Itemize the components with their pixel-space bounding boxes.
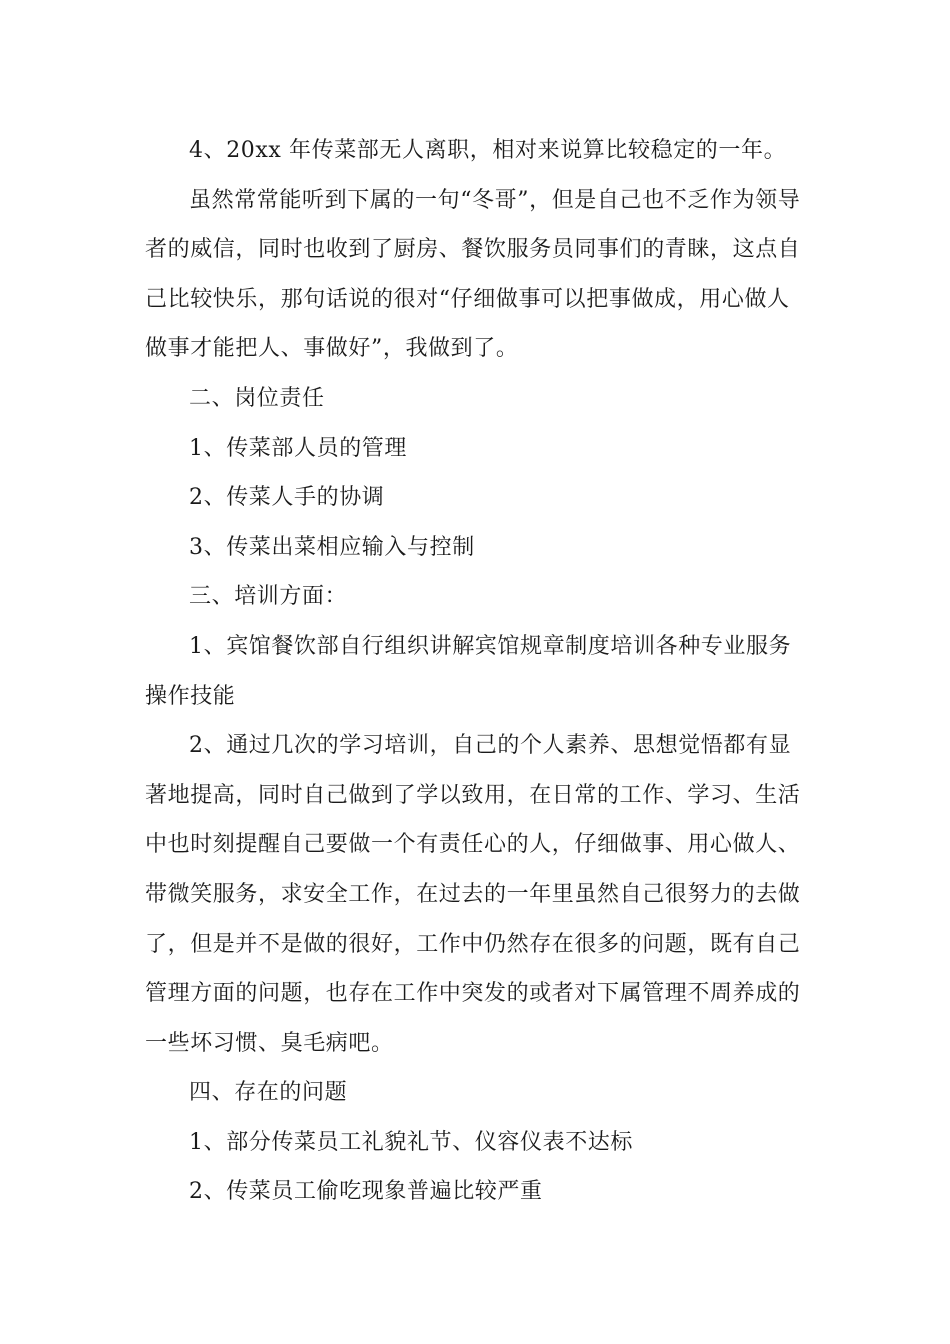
paragraph-staff-stability: 4、20xx 年传菜部无人离职，相对来说算比较稳定的一年。 <box>189 138 787 163</box>
list-item-etiquette-problem: 1、部分传菜员工礼貌礼节、仪容仪表不达标 <box>189 1129 633 1155</box>
list-item-training-results: 2、通过几次的学习培训，自己的个人素养、思想觉悟都有显著地提高，同时自己做到了学以致用，在日常的工作、学习、生活中也时刻提醒自己要做一个有责任心的人，仔细做事、用心做人、带微笑服务，求安全工作，在过去的一年里虽然自己很努力的去做了，但是并不是做的很好，工作中仍然存在很多的问题，既有自己管理方面的问题，也存在工作中突发的或者对下属管理不周养成的一些坏习惯、臭毛病吧。 <box>145 733 801 1056</box>
list-item-eating-problem: 2、传菜员工偷吃现象普遍比较严重 <box>189 1179 543 1205</box>
heading-training: 三、培训方面： <box>189 584 348 610</box>
heading-job-responsibilities: 二、岗位责任 <box>189 385 325 411</box>
list-item-staff-management: 1、传菜部人员的管理 <box>189 435 407 461</box>
list-item-staff-coordination: 2、传菜人手的协调 <box>189 485 385 511</box>
document-body <box>145 126 807 1217</box>
paragraph-leadership: 虽然常常能听到下属的一句“冬哥”，但是自己也不乏作为领导者的威信，同时也收到了厨房、餐饮服务员同事们的青睐，这点自己比较快乐，那句话说的很对“仔细做事可以把事做成，用心做人做事才能把人、事做好”，我做到了。 <box>145 187 801 362</box>
list-item-training-skills: 1、宾馆餐饮部自行组织讲解宾馆规章制度培训各种专业服务操作技能 <box>145 633 792 709</box>
heading-existing-problems: 四、存在的问题 <box>189 1080 348 1106</box>
list-item-dish-control: 3、传菜出菜相应输入与控制 <box>189 534 475 560</box>
